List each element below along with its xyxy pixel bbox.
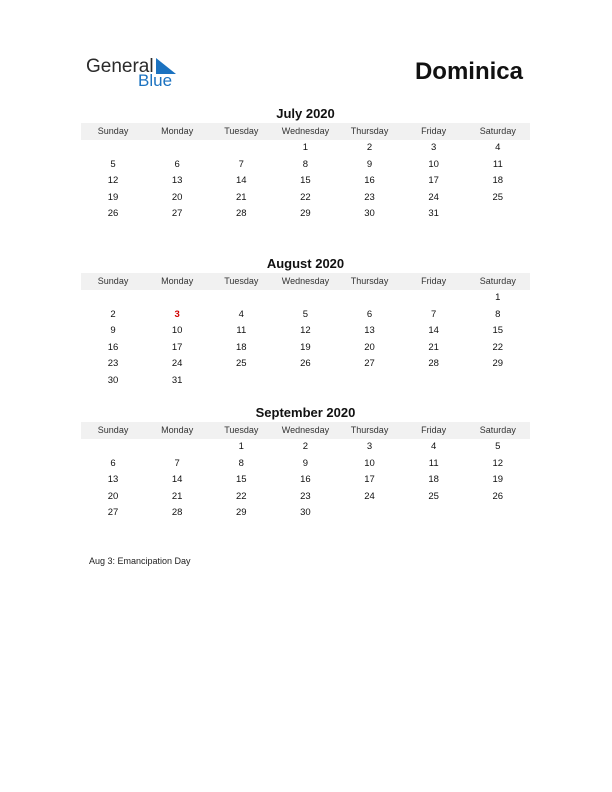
day-cell: 14 [236,175,247,187]
weekday-label: Tuesday [224,276,259,286]
weekday-label: Monday [161,126,194,136]
day-cell: 23 [364,191,375,203]
day-cell: 18 [492,175,504,187]
holiday-note: Aug 3: Emancipation Day [89,556,191,566]
day-cell: 25 [428,490,439,502]
month-title: September 2020 [255,405,356,420]
day-cell: 6 [366,308,373,320]
day-cell: 7 [431,308,437,320]
day-cell: 14 [171,474,183,486]
weekday-label: Saturday [479,276,516,286]
day-cell: 15 [236,474,247,486]
weekday-label: Thursday [350,126,389,136]
day-cell: 22 [236,490,247,502]
day-cell: 27 [171,208,183,220]
month-title: July 2020 [276,106,335,121]
weekday-label: Thursday [350,276,389,286]
empty-day-cell [81,439,145,456]
day-cell: 30 [300,507,311,519]
day-cell: 11 [492,158,503,170]
weekday-header-row [81,422,530,439]
day-cell: 16 [300,474,311,486]
day-cell: 24 [171,358,183,370]
day-cell: 21 [171,490,183,502]
month-title: August 2020 [266,256,345,271]
weekday-header-row [81,123,530,140]
empty-day-cell [402,290,466,307]
empty-day-cell [81,290,145,307]
day-cell: 1 [238,441,244,452]
weekday-label: Friday [421,425,447,435]
month-block-september [81,404,530,522]
logo-text-general: General [86,56,154,77]
day-cell: 4 [495,142,501,153]
day-cell: 23 [107,358,119,370]
day-cell: 22 [492,341,504,353]
weekday-label: Sunday [97,276,129,286]
day-cell: 6 [110,457,116,469]
weekday-label: Sunday [97,425,129,435]
day-cell: 18 [428,474,439,486]
day-cell: 31 [428,208,439,220]
day-cell: 6 [174,158,180,170]
empty-day-cell [145,439,209,456]
day-cell: 16 [364,175,375,187]
day-cell: 24 [428,191,439,203]
month-block-august [81,255,530,390]
day-cell: 28 [236,208,247,220]
day-cell: 8 [302,158,309,170]
day-cell: 1 [495,292,501,303]
day-cell: 2 [110,308,116,320]
day-cell: 19 [107,191,119,203]
day-grid [81,140,530,223]
day-cell: 26 [492,490,504,502]
empty-day-cell [145,290,209,307]
day-cell: 15 [492,325,504,337]
empty-day-cell [209,290,273,307]
day-cell: 7 [174,457,180,469]
month-block-july [81,105,530,223]
day-cell: 22 [300,191,311,203]
day-grid [81,290,530,390]
holiday-day-cell: 3 [174,308,180,320]
day-cell: 2 [366,142,373,153]
weekday-label: Tuesday [224,425,259,435]
empty-day-cell [273,290,337,307]
country-title: Dominica [414,58,523,85]
weekday-label: Saturday [479,126,516,136]
day-cell: 10 [364,457,375,469]
day-cell: 4 [431,441,437,452]
day-cell: 11 [428,457,439,469]
day-cell: 13 [364,325,375,337]
weekday-label: Saturday [479,425,516,435]
logo-text-blue: Blue [138,71,173,90]
day-cell: 17 [171,341,183,353]
day-cell: 25 [236,358,247,370]
day-cell: 9 [366,158,373,170]
day-cell: 21 [428,341,439,353]
day-cell: 8 [495,308,501,320]
weekday-label: Wednesday [281,276,330,286]
empty-day-cell [145,140,209,157]
day-cell: 19 [492,474,504,486]
day-cell: 10 [171,325,183,337]
day-cell: 17 [428,175,439,187]
day-cell: 10 [428,158,439,170]
day-cell: 27 [107,507,119,519]
day-cell: 25 [492,191,504,203]
day-cell: 5 [495,441,501,452]
day-grid [81,439,530,522]
weekday-label: Wednesday [281,425,330,435]
day-cell: 13 [107,474,119,486]
day-cell: 29 [236,507,247,519]
day-cell: 26 [107,208,119,220]
day-cell: 28 [171,507,183,519]
weekday-label: Monday [161,276,194,286]
day-cell: 3 [431,142,437,153]
day-cell: 4 [238,308,244,320]
generalblue-logo [86,56,196,92]
day-cell: 19 [300,341,311,353]
empty-day-cell [81,140,145,157]
weekday-header-row [81,273,530,290]
day-cell: 8 [238,457,244,469]
day-cell: 7 [238,158,244,170]
day-cell: 27 [364,358,375,370]
day-cell: 5 [302,308,309,320]
weekday-label: Monday [161,425,194,435]
day-cell: 18 [236,341,247,353]
day-cell: 1 [302,142,309,153]
day-cell: 29 [492,358,504,370]
day-cell: 20 [171,191,183,203]
day-cell: 13 [171,175,183,187]
weekday-label: Thursday [350,425,389,435]
day-cell: 24 [364,490,375,502]
day-cell: 21 [236,191,247,203]
day-cell: 23 [300,490,311,502]
day-cell: 29 [300,208,311,220]
day-cell: 12 [492,457,504,469]
day-cell: 28 [428,358,439,370]
day-cell: 20 [107,490,119,502]
day-cell: 31 [171,374,183,386]
weekday-label: Friday [421,276,447,286]
day-cell: 12 [300,325,311,337]
day-cell: 9 [110,325,116,337]
day-cell: 5 [110,158,116,170]
day-cell: 2 [302,441,309,452]
day-cell: 14 [428,325,439,337]
weekday-label: Wednesday [281,126,330,136]
day-cell: 16 [107,341,119,353]
day-cell: 30 [364,208,375,220]
day-cell: 30 [107,374,119,386]
day-cell: 3 [366,441,373,452]
day-cell: 9 [302,457,309,469]
day-cell: 26 [300,358,311,370]
empty-day-cell [209,140,273,157]
day-cell: 11 [236,325,247,337]
empty-day-cell [338,290,402,307]
day-cell: 15 [300,175,311,187]
weekday-label: Tuesday [224,126,259,136]
day-cell: 12 [107,175,119,187]
weekday-label: Sunday [97,126,129,136]
day-cell: 17 [364,474,375,486]
day-cell: 20 [364,341,375,353]
weekday-label: Friday [421,126,447,136]
